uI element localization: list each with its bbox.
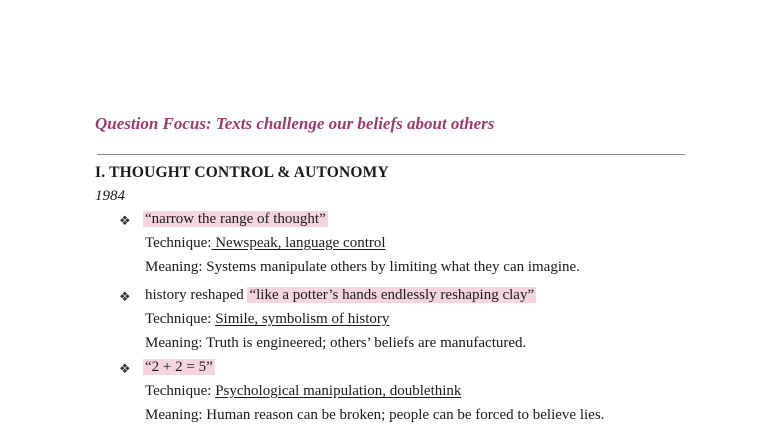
section-title: I. THOUGHT CONTROL & AUTONOMY [95,164,389,181]
quote-line [145,287,536,304]
highlighted-quote: “narrow the range of thought” [145,211,326,227]
quote-prefix: history reshaped [145,287,248,303]
technique-label: Technique: [145,311,216,327]
meaning-line: Meaning: Human reason can be broken; people can be forced to believe lies. [145,407,605,423]
technique-line [145,311,389,328]
technique-label: Technique: [145,235,212,251]
meaning-line: Meaning: Truth is engineered; others’ beliefs are manufactured. [145,335,527,351]
technique-line [145,235,386,252]
diamond-bullet-icon: ❖ [119,361,131,376]
quote-line [143,211,328,228]
question-focus-heading: Question Focus: Texts challenge our beliefs about others [95,114,495,133]
highlighted-quote: “like a potter’s hands endlessly reshaping clay” [249,287,535,303]
meaning-line: Meaning: Systems manipulate others by limiting what they can imagine. [145,259,580,275]
technique-line [145,383,461,400]
highlighted-quote: “2 + 2 = 5” [145,359,213,375]
horizontal-divider [97,154,685,155]
technique-label: Technique: [145,383,216,399]
text-title: 1984 [95,188,125,204]
technique-value: Newspeak, language control [211,235,386,251]
technique-value: Psychological manipulation, doublethink [215,383,462,399]
diamond-bullet-icon: ❖ [119,213,131,228]
diamond-bullet-icon: ❖ [119,289,131,304]
technique-value: Simile, symbolism of history [215,311,390,327]
quote-line [143,359,215,376]
